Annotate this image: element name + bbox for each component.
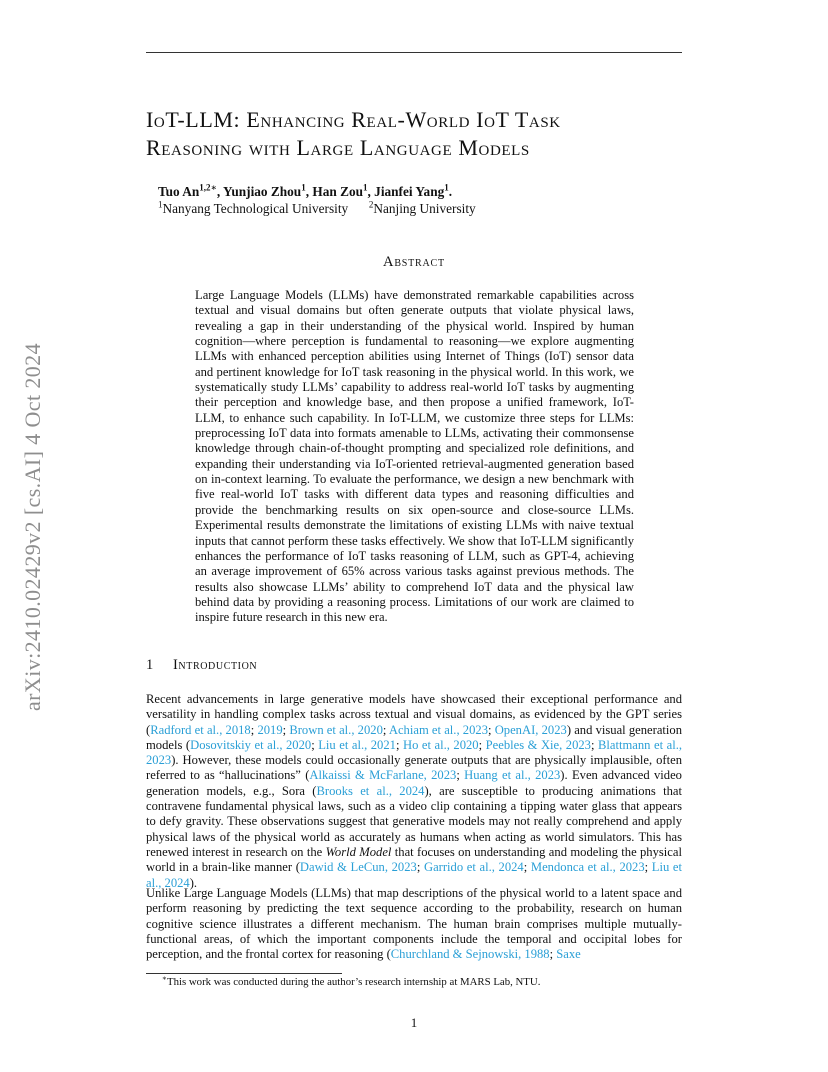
paragraph-text: ) and visual generation models ( xyxy=(146,722,683,752)
paragraph-text: Recent advancements in large generative models have showcased their exceptional performance and versatility in handling complex tasks across textual and visual domains, as evidenced by the GPT series ( xyxy=(146,692,682,737)
page-number: 1 xyxy=(410,1015,418,1030)
affiliation-number: 1 xyxy=(158,199,163,210)
affiliation-name: Nanjing University xyxy=(373,201,476,216)
citation-separator: ; xyxy=(488,722,495,737)
author-list-end: . xyxy=(448,184,453,199)
top-rule xyxy=(146,52,682,53)
arxiv-identifier xyxy=(22,304,44,749)
citation-link[interactable]: Dosovitskiy et al., 2020 xyxy=(190,737,312,752)
author-name: Jianfei Yang xyxy=(374,184,445,199)
section-number: 1 xyxy=(146,657,154,673)
citation-separator: ; xyxy=(523,860,531,875)
author-list: Tuo $An^{1,2∗}$, Yunjiao Zhou$^1$, Han Zou$^1$, Jianfei Yang$^1$. xyxy=(158,182,453,199)
citation-link[interactable]: Radford et al., 2018 xyxy=(150,722,251,737)
author-affiliation-mark: 1 xyxy=(444,182,449,193)
affiliations xyxy=(158,201,476,217)
paper-title xyxy=(146,106,706,162)
citation-link[interactable]: Churchland & Sejnowski, 1988 xyxy=(390,947,550,962)
title-line-1: IoT-LLM: Enhancing Real-World IoT Task xyxy=(146,107,561,132)
author-affiliation-mark: 1 xyxy=(301,182,306,193)
author-name: Tuo An xyxy=(158,184,200,199)
paragraph-text: ). xyxy=(189,875,198,890)
citation-link[interactable]: Brown et al., 2020 xyxy=(289,722,383,737)
intro-paragraph-1 xyxy=(146,692,682,891)
arxiv-identifier-text: arXiv:2410.02429v2 [cs.AI] 4 Oct 2024 xyxy=(20,342,45,711)
citation-separator: ; xyxy=(590,737,599,752)
citation-link[interactable]: Saxe xyxy=(556,947,581,962)
citation-link[interactable]: Dawid & LeCun, 2023 xyxy=(299,860,417,875)
paragraph-text: ). However, these models could occasionally generate outputs that are physically implausible, often referred to as “hallucinations” ( xyxy=(146,753,682,783)
citation-link[interactable]: Brooks et al., 2024 xyxy=(316,783,425,798)
affiliation-name: Nanyang Technological University xyxy=(162,201,349,216)
citation-separator: ; xyxy=(478,737,486,752)
emphasized-term: World Model xyxy=(325,844,392,859)
citation-link[interactable]: Blattmann et al., 2023 xyxy=(146,737,682,768)
author-name: Han Zou xyxy=(312,184,363,199)
citation-separator: ; xyxy=(644,860,652,875)
section-title: Introduction xyxy=(173,657,258,673)
citation-separator: ; xyxy=(456,768,465,783)
citation-link[interactable]: Alkaissi & McFarlane, 2023 xyxy=(309,768,457,783)
citation-separator: ; xyxy=(382,722,389,737)
citation-separator: ; xyxy=(250,722,258,737)
citation-separator: ; xyxy=(549,947,557,962)
author-affiliation-mark: 1,2∗ xyxy=(199,182,217,193)
citation-link[interactable]: 2019 xyxy=(257,722,283,737)
citation-link[interactable]: Peebles & Xie, 2023 xyxy=(485,737,591,752)
footnote-rule xyxy=(146,973,342,974)
paragraph-text: Unlike Large Language Models (LLMs) that map descriptions of the physical world to a latent space and perform reasoning by predicting the text sequence according to the probability, research on human cognitive science illustrates a different mechanism. The human brain comprises multiple mutually-functional areas, of which the important components include the temporal and occipital lobes for perception, and the frontal cortex for reasoning ( xyxy=(146,886,682,962)
citation-link[interactable]: OpenAI, 2023 xyxy=(494,722,567,737)
paragraph-text: that focuses on understanding and modeling the physical world in a brain-like manner ( xyxy=(146,844,682,875)
paragraph-text: ). Even advanced video generation models, e.g., Sora ( xyxy=(146,768,682,798)
section-heading xyxy=(146,657,257,674)
citation-separator: ; xyxy=(395,737,403,752)
author-affiliation-mark: 1 xyxy=(363,182,368,193)
citation-link[interactable]: Ho et al., 2020 xyxy=(402,737,479,752)
citation-link[interactable]: Huang et al., 2023 xyxy=(464,768,561,783)
citation-separator: ; xyxy=(311,737,319,752)
abstract-heading: Abstract xyxy=(383,254,445,270)
citation-link[interactable]: Liu et al., 2021 xyxy=(318,737,396,752)
paragraph-text: ), are susceptible to producing animations that contravene fundamental physical laws, such as a video clip containing a tipping water glass that appears to defy gravity. These observations suggest that generative models may not really comprehend and apply physical laws of the physical world as accurately as humans when acting as world simulators. This has renewed interest in research on the xyxy=(146,783,682,859)
title-line-2: Reasoning with Large Language Models xyxy=(146,135,530,160)
footnote-text: This work was conducted during the author’s research internship at MARS Lab, NTU. xyxy=(166,976,541,988)
citation-link[interactable]: Achiam et al., 2023 xyxy=(388,722,488,737)
author-name: Yunjiao Zhou xyxy=(222,184,302,199)
footnote xyxy=(162,973,541,988)
abstract-body: Large Language Models (LLMs) have demonstrated remarkable capabilities across textual and visual domains but often generate outputs that violate physical laws, revealing a gap in their understanding of the physical world. Inspired by human cognition—where perception is fundamental to reasoning—we explore augmenting LLMs with enhanced perception abilities using Internet of Things (IoT) sensor data and pertinent knowledge for IoT task reasoning in the physical world. In this work, we systematically study LLMs’ capability to address real-world IoT tasks by augmenting their perception and knowledge base, and then propose a unified framework, IoT-LLM, to enhance such capability. In IoT-LLM, we customize three steps for LLMs: preprocessing IoT data into formats amenable to LLMs, activating their commonsense knowledge through chain-of-thought prompting and specialized role definitions, and expanding their understanding via IoT-oriented retrieval-augmented generation based on in-context learning. To evaluate the performance, we design a new benchmark with five real-world IoT tasks with different data types and reasoning difficulties and provide the benchmarking results on six open-source and close-source LLMs. Experimental results demonstrate the limitations of existing LLMs with naive textual inputs that cannot perform these tasks effectively. We show that IoT-LLM significantly enhances the performance of IoT tasks reasoning of LLM, such as GPT-4, achieving an average improvement of 65% across various tasks against previous methods. The results also showcase LLMs’ ability to comprehend IoT data and the physical law behind data by providing a reasoning process. Limitations of our work are claimed to inspire future research in this new era. xyxy=(195,288,634,625)
citation-separator: ; xyxy=(416,860,424,875)
footnote-mark: ∗ xyxy=(162,973,167,983)
affiliation-number: 2 xyxy=(368,199,374,210)
citation-separator: ; xyxy=(282,722,290,737)
citation-link[interactable]: Mendonca et al., 2023 xyxy=(530,860,645,875)
citation-link[interactable]: Garrido et al., 2024 xyxy=(423,860,524,875)
intro-paragraph-2 xyxy=(146,886,682,962)
citation-link[interactable]: Liu et al., 2024 xyxy=(146,860,683,890)
